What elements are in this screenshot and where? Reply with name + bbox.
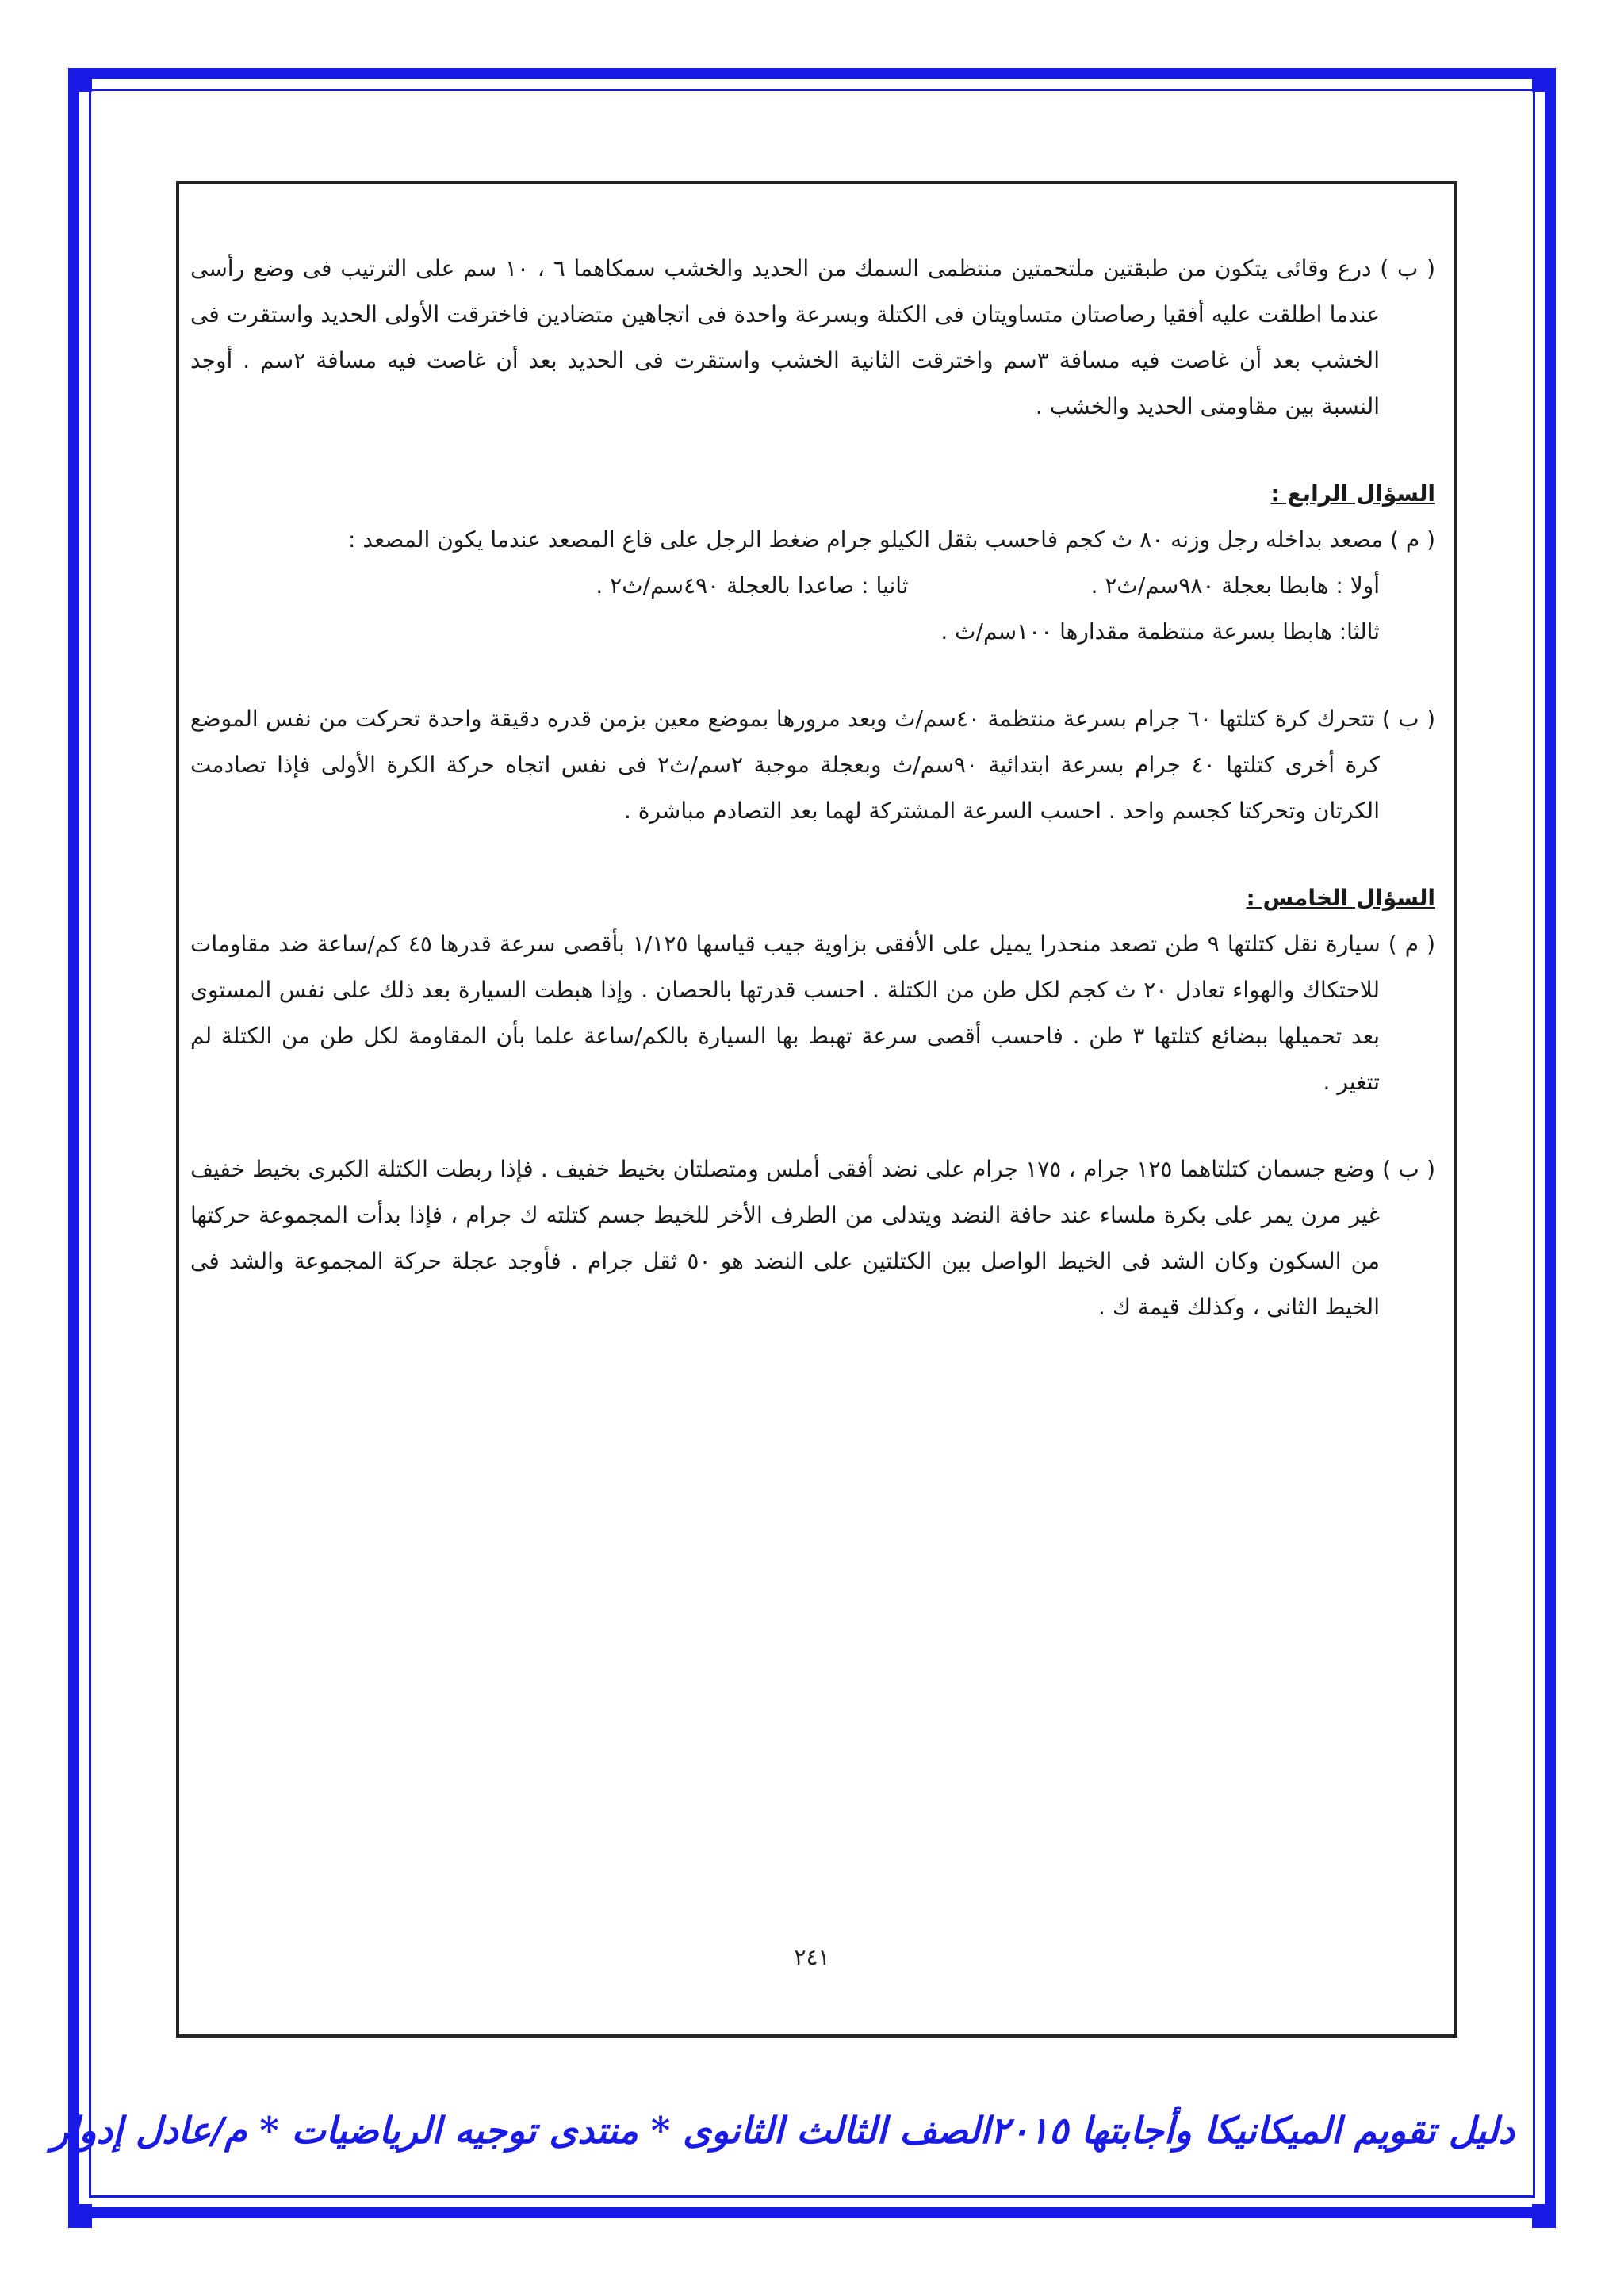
footer-banner: دليل تقويم الميكانيكا وأجابتها ٢٠١٥الصف الثالث الثانوى * منتدى توجيه الرياضيات * م/عادل إدوار [51, 2109, 1515, 2152]
question-3b: ( ب ) درع وقائى يتكون من طبقتين ملتحمتين منتظمى السمك من الحديد والخشب سمكاهما ٦ ، ١٠ سم على الترتيب فى وضع رأسى عندما اطلقت عليه أفقيا رصاصتان متساويتان فى الكتلة وبسرعة واحدة فى اتجاهين متضادين فاخترقت الأولى الحديد واستقرت فى الخشب بعد أن غاصت فيه مسافة ٣سم واخترقت الثانية الخشب واستقرت فى الحديد بعد أن غاصت فيه مسافة ٢سم . أوجد النسبة بين مقاومتى الحديد والخشب . [190, 255, 1435, 419]
question-5b: ( ب ) وضع جسمان كتلتاهما ١٢٥ جرام ، ١٧٥ جرام على نضد أفقى أملس ومتصلتان بخيط خفيف . فإذا ربطت الكتلة الكبرى بخيط خفيف غير مرن يمر على بكرة ملساء عند حافة النضد ويتدلى من الطرف الأخر للخيط جسم كتلته ك جرام ، فإذا بدأت المجموعة حركتها من السكون وكان الشد فى الخيط الواصل بين الكتلتين على النضد هو ٥٠ ثقل جرام . فأوجد عجلة حركة المجموعة والشد فى الخيط الثانى ، وكذلك قيمة ك . [190, 1156, 1435, 1320]
corner-ornament [1532, 2204, 1556, 2228]
question-4a-option-2: ثانيا : صاعدا بالعجلة ٤٩٠سم/ث٢ . [596, 572, 909, 599]
question-4a: ( م ) مصعد بداخله رجل وزنه ٨٠ ث كجم فاحسب بثقل الكيلو جرام ضغط الرجل على قاع المصعد عندما يكون المصعد : [348, 526, 1435, 553]
question-5-heading: السؤال الخامس : [1246, 885, 1435, 911]
question-5a: ( م ) سيارة نقل كتلتها ٩ طن تصعد منحدرا يميل على الأفقى بزاوية جيب قياسها ١/١٢٥ بأقصى سرعة قدرها ٤٥ كم/ساعة ضد مقاومات للاحتكاك والهواء تعادل ٢٠ ث كجم لكل طن من الكتلة . احسب قدرتها بالحصان . وإذا هبطت السيارة بعد ذلك على نفس المستوى بعد تحميلها ببضائع كتلتها ٣ طن . فاحسب أقصى سرعة تهبط بها السيارة بالكم/ساعة علما بأن المقاومة لكل طن من الكتلة لم تتغير . [190, 931, 1435, 1095]
question-4-heading: السؤال الرابع : [1270, 480, 1435, 507]
question-4b: ( ب ) تتحرك كرة كتلتها ٦٠ جرام بسرعة منتظمة ٤٠سم/ث وبعد مرورها بموضع معين بزمن قدره دقيقة واحدة تحركت من نفس الموضع كرة أخرى كتلتها ٤٠ جرام بسرعة ابتدائية ٩٠سم/ث وبعجلة موجبة ٢سم/ث٢ فى نفس اتجاه حركة الكرة الأولى فإذا تصادمت الكرتان وتحركتا كجسم واحد . احسب السرعة المشتركة لهما بعد التصادم مباشرة . [190, 706, 1435, 824]
question-4a-option-3: ثالثا: هابطا بسرعة منتظمة مقدارها ١٠٠سم/ث . [940, 618, 1380, 645]
question-4a-option-1: أولا : هابطا بعجلة ٩٨٠سم/ث٢ . [1090, 572, 1380, 599]
corner-ornament [1532, 68, 1556, 92]
corner-ornament [68, 2204, 92, 2228]
corner-ornament [68, 68, 92, 92]
page-number: ٢٤١ [794, 1944, 830, 1970]
question-4a-options-row [190, 563, 1435, 609]
document-content [190, 246, 1435, 1330]
